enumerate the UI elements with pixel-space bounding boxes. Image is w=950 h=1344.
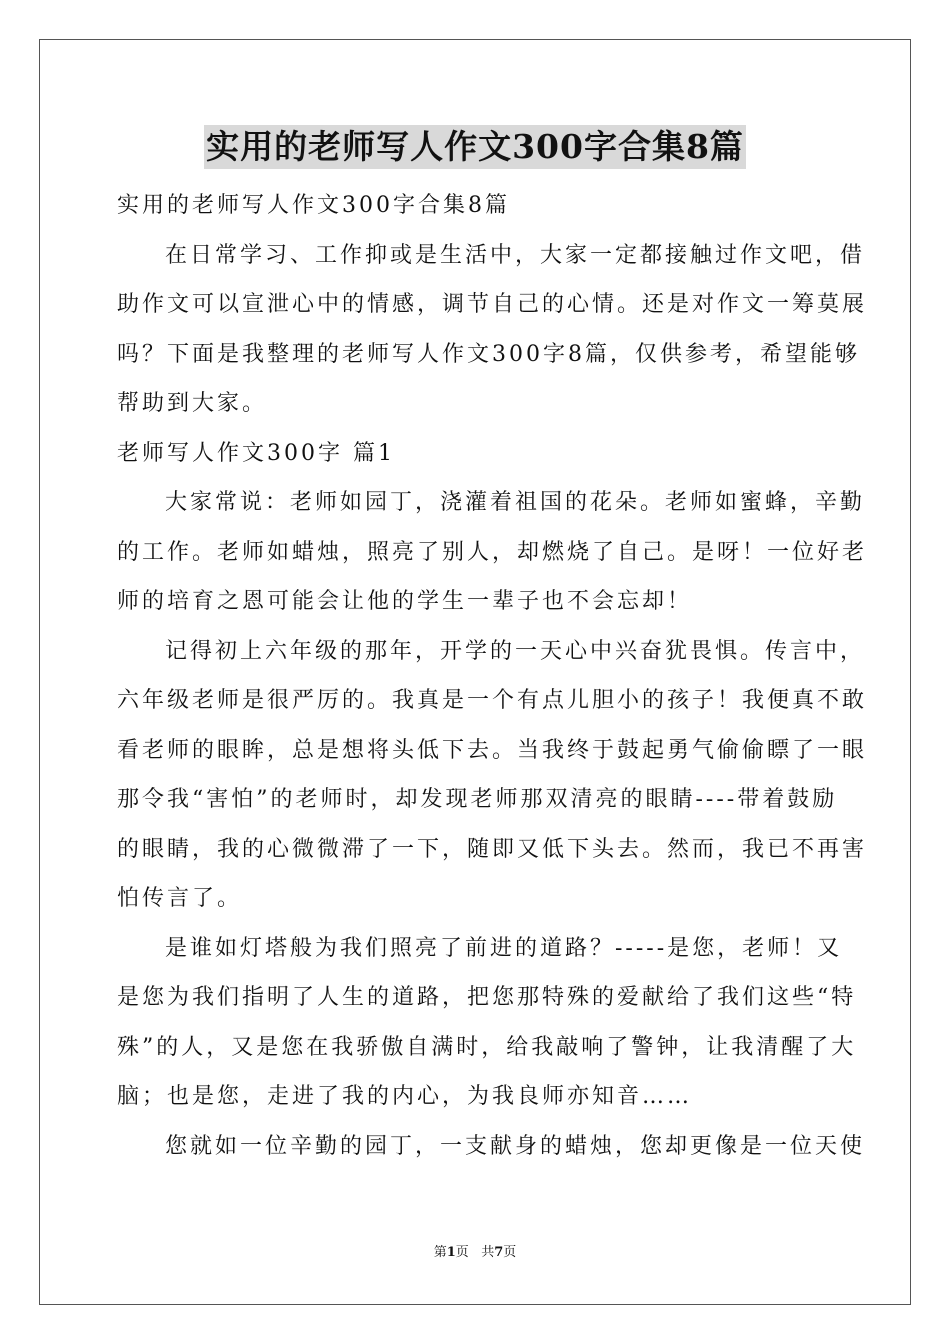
document-body [117, 181, 868, 1171]
text-line: 看老师的眼眸，总是想将头低下去。当我终于鼓起勇气偷偷瞟了一眼 [117, 737, 868, 763]
text-line: 是您为我们指明了人生的道路，把您那特殊的爱献给了我们这些“特 [117, 985, 857, 1010]
text-line: 是谁如灯塔般为我们照亮了前进的道路？-----是您，老师！又 [165, 935, 843, 961]
text-line: 帮助到大家。 [117, 391, 268, 416]
current-page-number: 1 [446, 1245, 456, 1260]
text-line: 助作文可以宣泄心中的情感，调节自己的心情。还是对作文一筹莫展 [117, 292, 868, 317]
text-line: 实用的老师写人作文300字合集8篇 [117, 193, 510, 218]
text-line: 那令我“害怕”的老师时，却发现老师那双清亮的眼睛----带着鼓励 [117, 787, 838, 812]
text-line: 的眼睛，我的心微微滞了一下，随即又低下头去。然而，我已不再害 [117, 836, 868, 862]
text-line: 师的培育之恩可能会让他的学生一辈子也不会忘却！ [117, 589, 693, 614]
text-line: 殊”的人，又是您在我骄傲自满时，给我敲响了警钟，让我清醒了大 [117, 1034, 857, 1060]
page-suffix: 页 [455, 1245, 469, 1260]
text-line: 脑；也是您，走进了我的内心，为我良师亦知音…… [117, 1084, 693, 1109]
text-line: 吗？下面是我整理的老师写人作文300字8篇，仅供参考，希望能够 [117, 341, 860, 367]
text-line: 的工作。老师如蜡烛，照亮了别人，却燃烧了自己。是呀！一位好老 [117, 539, 868, 565]
section-heading: 老师写人作文300字 篇1 [117, 440, 395, 466]
text-line: 在日常学习、工作抑或是生活中，大家一定都接触过作文吧，借 [165, 242, 866, 268]
total-pages-number: 7 [494, 1245, 504, 1260]
document-title: 实用的老师写人作文300字合集8篇 [204, 125, 746, 169]
total-suffix: 页 [503, 1245, 517, 1260]
page-footer [0, 1244, 950, 1262]
title-container [0, 125, 950, 169]
text-line: 大家常说：老师如园丁，浇灌着祖国的花朵。老师如蜜蜂，辛勤 [165, 490, 866, 515]
text-line: 您就如一位辛勤的园丁，一支献身的蜡烛，您却更像是一位天使 [165, 1133, 866, 1159]
page-prefix: 第 [433, 1245, 447, 1260]
text-line: 记得初上六年级的那年，开学的一天心中兴奋犹畏惧。传言中， [165, 638, 866, 664]
total-prefix: 共 [481, 1245, 495, 1260]
text-line: 怕传言了。 [117, 886, 243, 911]
text-line: 六年级老师是很严厉的。我真是一个有点儿胆小的孩子！我便真不敢 [117, 688, 868, 713]
